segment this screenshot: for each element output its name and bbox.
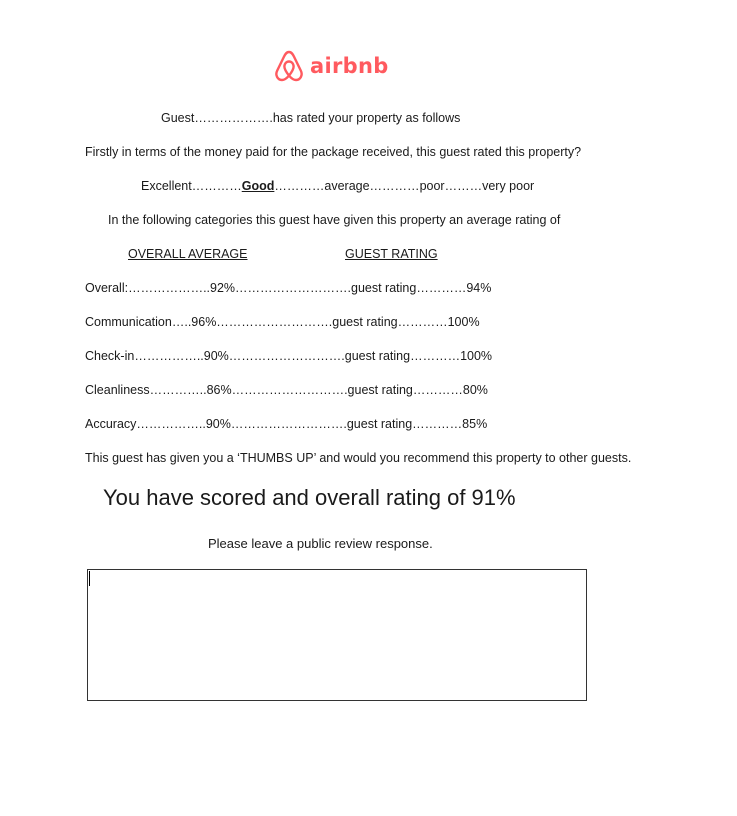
thumbs-up-line: This guest has given you a ‘THUMBS UP’ and would you recommend this property to other guests. [85, 451, 632, 465]
review-prompt: Please leave a public review response. [208, 536, 433, 551]
rating-communication: Communication…..96%……………………….guest rating…………100% [85, 315, 480, 329]
rating-accuracy: Accuracy……………..90%……………………….guest rating…………85% [85, 417, 488, 431]
airbnb-belo-icon [273, 49, 305, 83]
value-excellent: Excellent………… [141, 179, 242, 193]
public-review-input[interactable] [87, 569, 587, 701]
rating-overall: Overall:………………..92%……………………….guest rating…………94% [85, 281, 492, 295]
overall-score-headline: You have scored and overall rating of 91% [103, 485, 516, 510]
text-cursor [89, 571, 90, 586]
guest-intro: Guest……………….has rated your property as follows [161, 111, 461, 125]
value-scale [141, 178, 534, 194]
value-average: …………average………… [274, 179, 420, 193]
categories-intro: In the following categories this guest have given this property an average rating of [108, 213, 561, 227]
money-question: Firstly in terms of the money paid for the package received, this guest rated this property? [85, 145, 582, 159]
brand-name: airbnb [310, 54, 389, 78]
value-good-selected: Good [241, 179, 275, 193]
rating-check-in: Check-in……………..90%……………………….guest rating…………100% [85, 349, 493, 363]
rating-cleanliness: Cleanliness…………..86%……………………….guest rating…………80% [85, 383, 488, 397]
value-poor: poor………very poor [419, 179, 535, 193]
column-guest-rating: GUEST RATING [345, 247, 438, 261]
column-overall-average: OVERALL AVERAGE [128, 247, 248, 261]
airbnb-logo [273, 49, 389, 83]
